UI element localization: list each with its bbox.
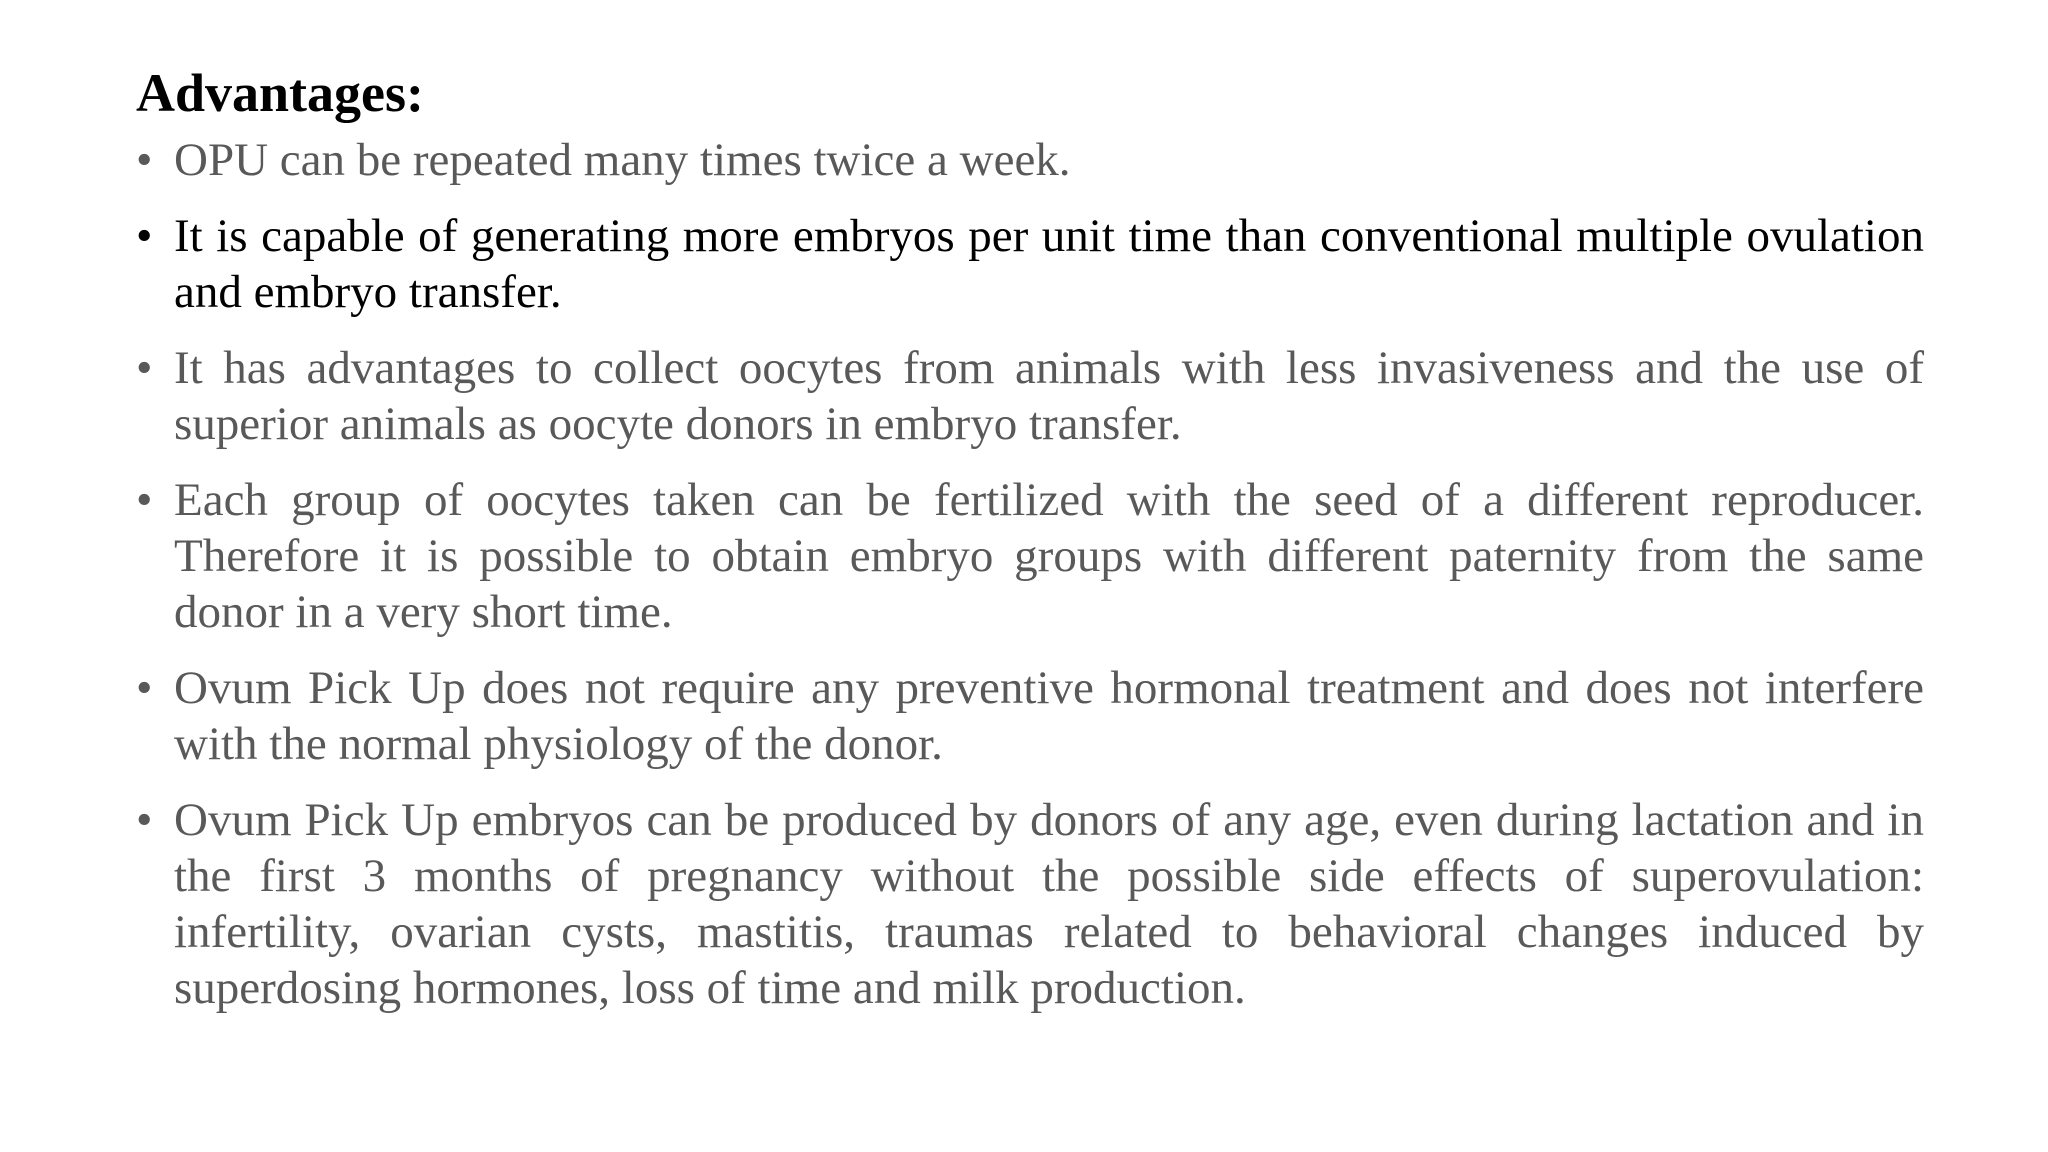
bullet-icon: • (136, 134, 153, 186)
bullet-icon: • (136, 794, 153, 846)
bullet-text: It is capable of generating more embryos per unit time than conventional multiple ovulation and embryo transfer. (174, 210, 1924, 318)
bullet-item (136, 340, 1924, 452)
bullet-item (136, 472, 1924, 640)
slide-heading: Advantages: (136, 63, 425, 123)
bullet-text: Ovum Pick Up embryos can be produced by donors of any age, even during lactation and in the first 3 months of pregnancy without the possible side effects of superovulation: infertility, ovarian cysts, mastitis, traumas related to behavioral changes induced by superdosing hormones, loss of time and milk production. (174, 794, 1924, 1014)
bullet-item (136, 792, 1924, 1016)
bullet-icon: • (136, 474, 153, 526)
bullet-item (136, 208, 1924, 320)
slide-content (136, 58, 1924, 1036)
bullet-icon: • (136, 342, 153, 394)
bullet-item (136, 132, 1924, 188)
bullet-icon: • (136, 662, 153, 714)
bullet-list (136, 132, 1924, 1016)
bullet-icon: • (136, 210, 153, 262)
bullet-text: OPU can be repeated many times twice a week. (174, 134, 1071, 186)
bullet-text: Ovum Pick Up does not require any preventive hormonal treatment and does not interfere with the normal physiology of the donor. (174, 662, 1924, 770)
bullet-item (136, 660, 1924, 772)
bullet-text: It has advantages to collect oocytes from animals with less invasiveness and the use of superior animals as oocyte donors in embryo transfer. (174, 342, 1924, 450)
bullet-text: Each group of oocytes taken can be fertilized with the seed of a different reproducer. Therefore it is possible to obtain embryo groups with different paternity from the same donor in a very short time. (174, 474, 1924, 638)
